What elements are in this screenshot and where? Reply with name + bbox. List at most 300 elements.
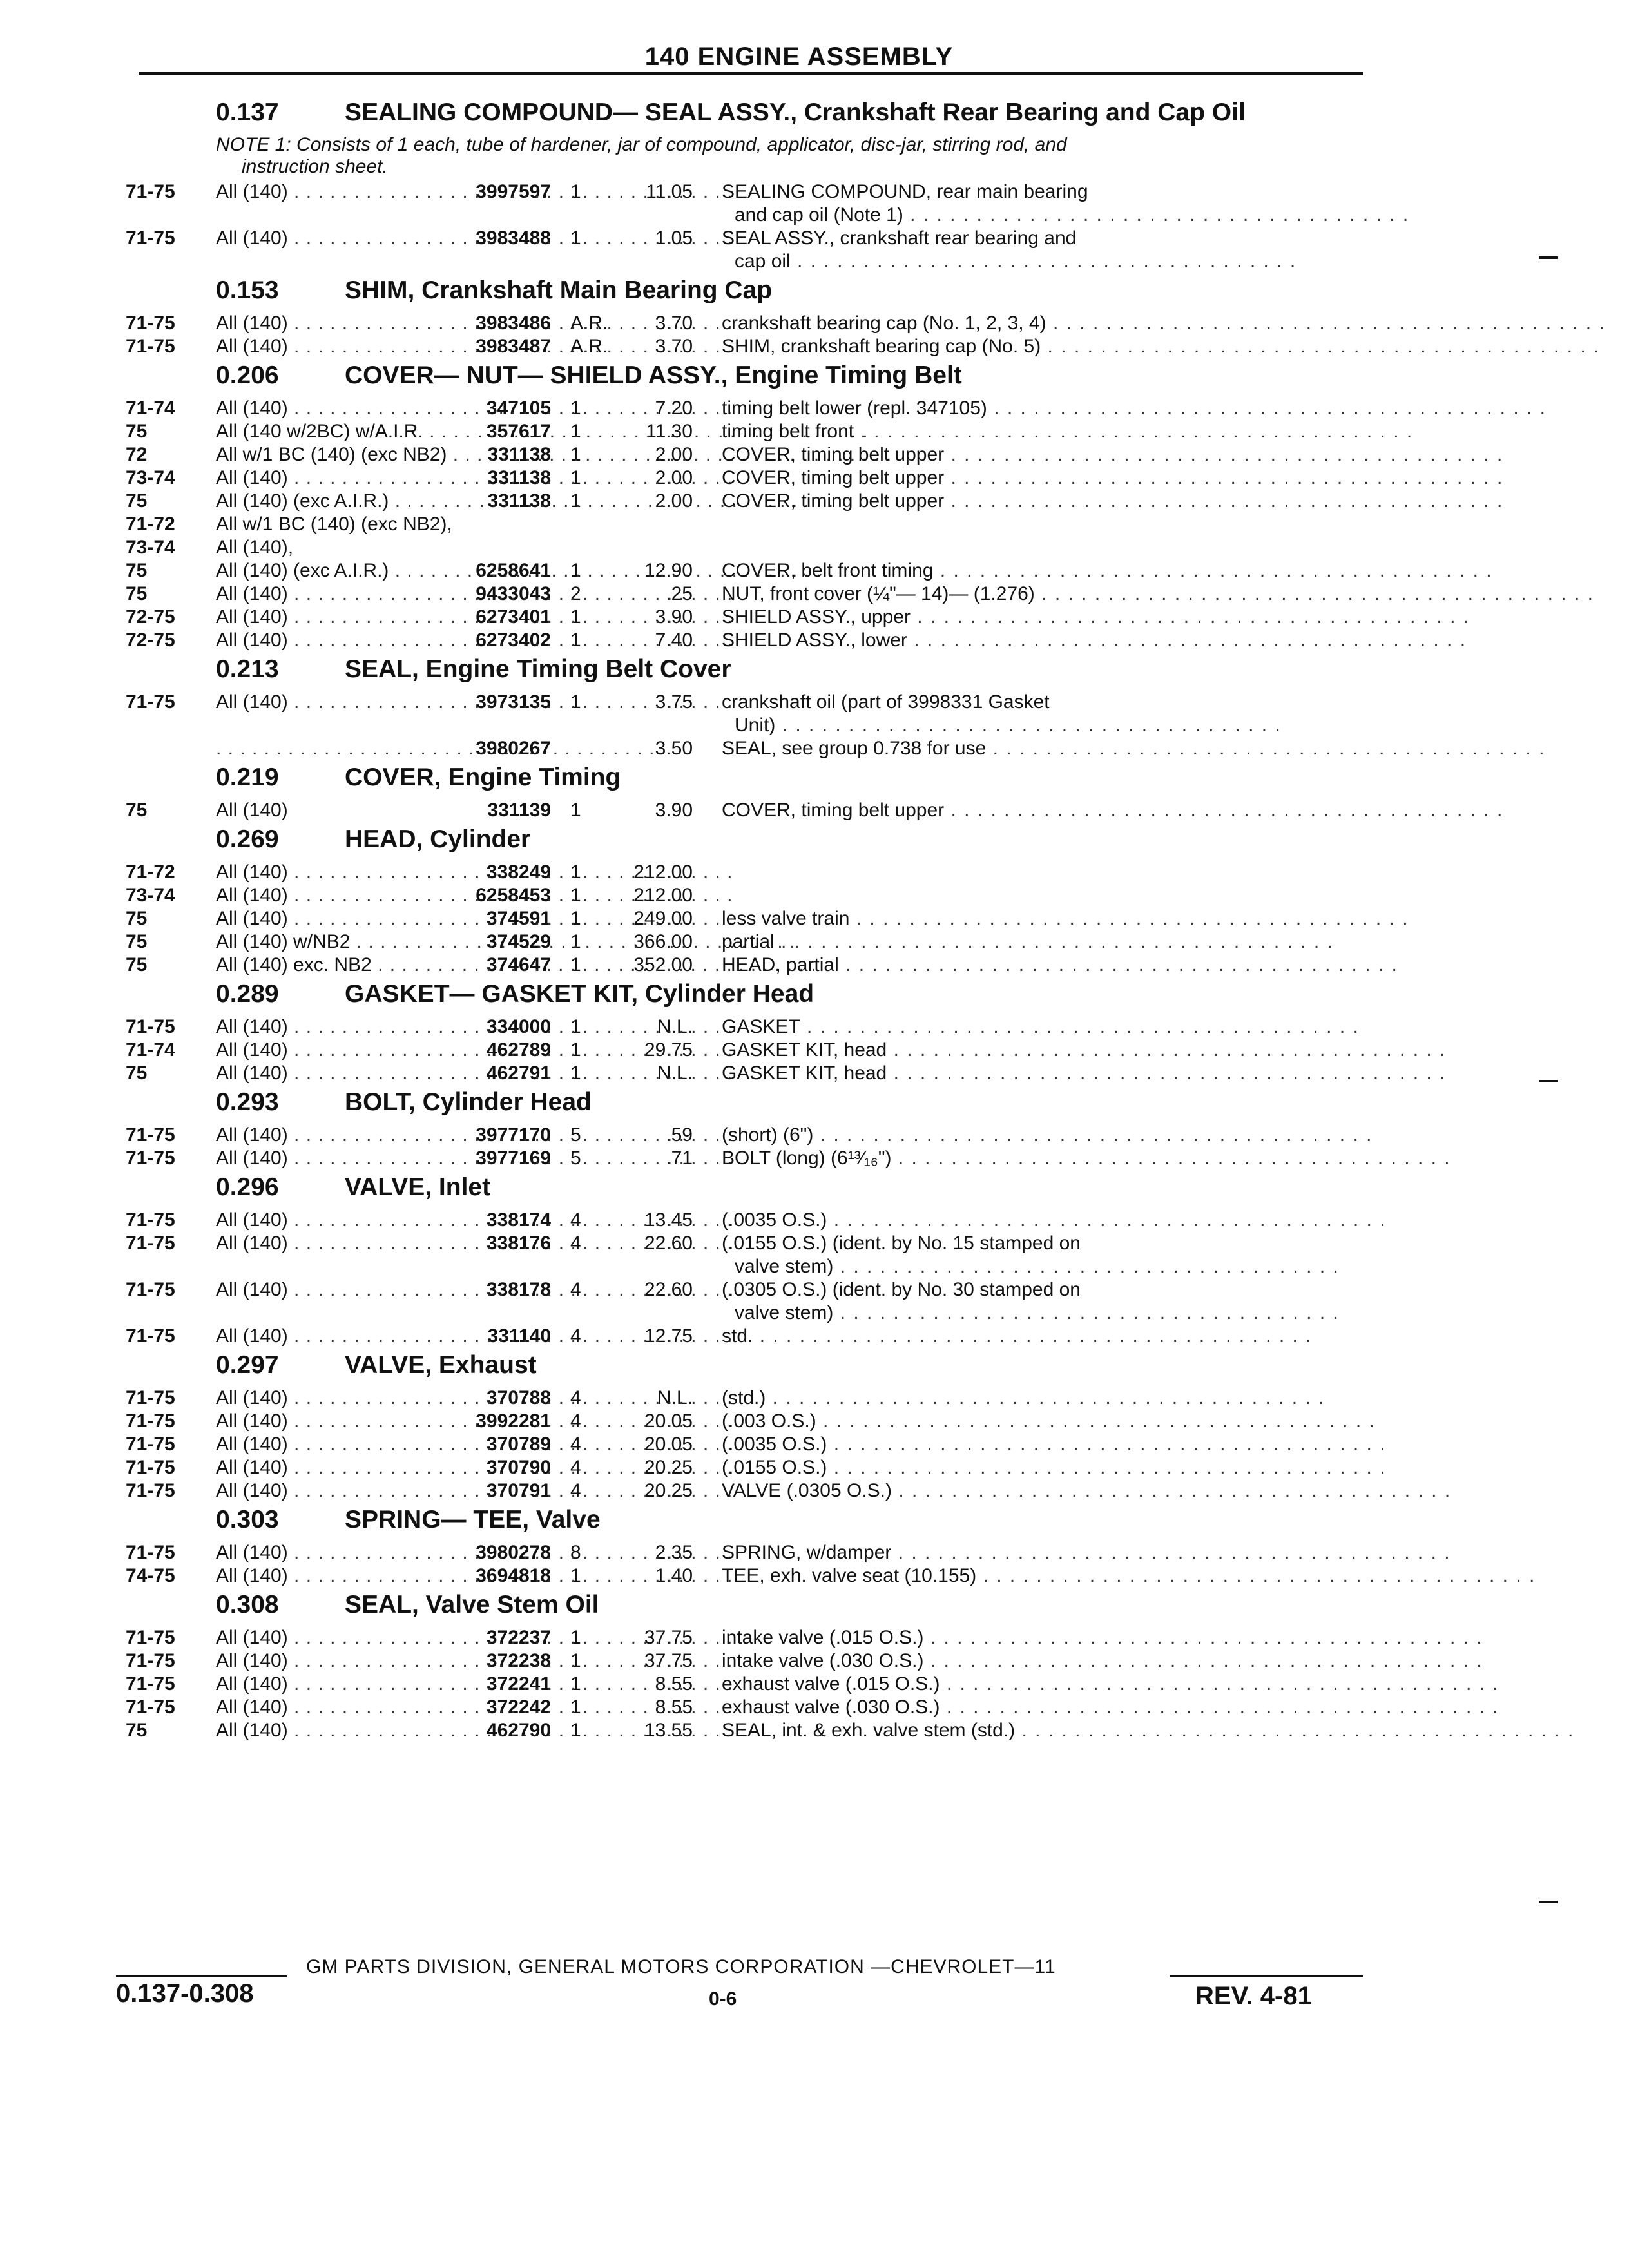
quantity: 1 [570,606,581,628]
part-number: 6273401 [476,606,551,628]
note-line: instruction sheet. [242,156,388,177]
model-years: 75 [126,954,148,975]
section-number: 0.296 [216,1173,279,1201]
application: All (140) . . . [216,1039,429,1062]
table-row [126,954,1398,977]
model-years: 71-75 [126,1673,175,1695]
application: All (140) . . . [216,1015,429,1039]
leader-dots: . . . . . . . . . . . . . . . . . . . . . . . . . . . . . . . . . . . . . . . . . . [944,490,1504,512]
part-number: 9433043 [476,583,551,604]
part-number: 462791 [486,1062,551,1084]
quantity: 1 [570,444,581,465]
description [693,629,1467,652]
quantity: 4 [570,1410,581,1432]
footer-group-range: 0.137-0.308 [116,1979,254,2008]
description-text: timing belt front [722,421,854,442]
table-row [126,1015,1363,1039]
model-years: 71-75 [126,181,175,202]
model-years: 71-75 [126,1410,175,1432]
section-title: VALVE, Inlet [345,1173,491,1201]
model-years: 75 [126,908,148,929]
description [693,799,1503,822]
model-years: 75 [126,583,148,604]
leader-dots: . . . . . . . . . . . . . . . . . . . . . . . . . . . . . . . . . . . . . . . . . . [887,1062,1447,1084]
description [693,1278,1363,1325]
leader-dots: . . . . . . . . . . . . . . . . . . . . . . . . . . . . . . . . . . . . . . . . . . [940,1673,1499,1695]
part-number: 338249 [486,861,551,883]
description-continuation [722,714,1363,737]
application: All (140) . . . [216,466,429,490]
price: 212.00 [633,885,693,906]
quantity: 1 [570,954,581,975]
model-years: 75 [126,1720,148,1741]
model-years: 71-75 [126,1434,175,1455]
price: 2.00 [655,467,693,488]
description-text: (short) (6") [722,1124,814,1146]
description-text: (.0155 O.S.) [722,1457,827,1478]
price: 3.50 [655,738,693,759]
section-number: 0.206 [216,361,279,389]
description-text: (.0035 O.S.) [722,1209,827,1231]
section-title: SEALING COMPOUND— SEAL ASSY., Crankshaft Rear Bearing and Cap Oil [345,99,1246,126]
leader-dots: . . . . . . . . . . . . . . . . . . . . . . . . . . . . . . . . . . . . . . . . . . [910,606,1470,628]
table-row [126,582,1594,606]
price: 212.00 [633,861,693,883]
table-row [126,1626,1483,1649]
model-years: 71-75 [126,1233,175,1254]
price: .25 [666,583,693,604]
section-heading [126,1085,1363,1124]
price: 8.55 [655,1696,693,1718]
description-text: SHIELD ASSY., lower [722,629,907,651]
model-years: 75 [126,931,148,952]
leader-dots: . . . . . . . . . . . . . . . . . . . . . . . . . . . . . . . . . . . . . . . . . . [816,1410,1376,1432]
table-row [126,1147,1451,1170]
leader-dots: . . . . . . . . . . . . . . . . . . . . . . . . . . . . . . . . . . . . . . . . . . [891,1542,1451,1563]
leader-dots: . . . . . . . . . . . . . . . . . . . . . . . . . . . . . . . . . . . . . . . . . . [923,1650,1483,1671]
description [693,907,1409,930]
catalog-section [126,1348,1452,1503]
table-row [126,1541,1451,1564]
section-title: SEAL, Valve Stem Oil [345,1591,599,1619]
application: All (140) . . . [216,1325,429,1348]
application: All (140) w/NB2 . . . [216,930,429,954]
description [693,1719,1574,1742]
catalog-section [126,1170,1387,1348]
application: All (140) . . . [216,312,429,335]
section-title: SEAL, Engine Timing Belt Cover [345,655,731,683]
table-row [126,227,1363,273]
section-number: 0.153 [216,276,279,304]
price: 8.55 [655,1673,693,1695]
description-text: Unit) [735,715,776,736]
price: 22.60 [644,1233,693,1254]
application: All (140) exc. NB2 . . . [216,954,429,977]
table-row [126,335,1601,358]
application: All (140) (exc A.I.R.) . . . [216,490,429,513]
description [693,443,1503,466]
price: 3.90 [655,800,693,821]
description [693,1456,1387,1479]
part-number: 462790 [486,1720,551,1741]
price: 7.40 [655,629,693,651]
price: 3.70 [655,336,693,357]
section-heading [126,1348,1363,1387]
catalog-section [126,273,1606,358]
application: All (140) . . . [216,1649,429,1673]
quantity: A.R. [570,336,608,357]
quantity: 2 [570,583,581,604]
description-text: SHIELD ASSY., upper [722,606,911,628]
part-number: 331138 [487,467,551,488]
leader-dots: . . . . . . . . . . . . . . . . . . . . . . . . . . . . . . . . . . . . . . . . . . [1046,312,1606,334]
section-title: BOLT, Cylinder Head [345,1088,592,1116]
description-text: intake valve (.015 O.S.) [722,1627,924,1648]
price: 249.00 [633,908,693,929]
footer-revision: REV. 4-81 [1195,1982,1312,2010]
application: All (140) . . . [216,861,429,884]
application: All (140), [216,537,294,558]
description [693,606,1470,629]
price: N.L. [657,1016,693,1037]
part-number: 3977170 [476,1124,551,1146]
table-row [126,312,1606,335]
table-row [126,884,1363,907]
table-row [126,691,1363,737]
description-text: and cap oil (Note 1) [735,204,903,226]
quantity: 5 [570,1148,581,1169]
leader-dots: . . . . . . . . . . . . . . . . . . . . . . . . . . . . . . . . . . . . . . [775,715,1282,736]
description-text: std. [722,1325,753,1347]
leader-dots: . . . . . . . . . . . . . . . . . . . . . . . . . . . . . . . . . . . . . . . . . . [944,444,1504,465]
section-title: COVER— NUT— SHIELD ASSY., Engine Timing Belt [345,361,962,389]
application: All w/1 BC (140) (exc NB2) . . . [216,443,429,466]
leader-dots: . . . . . . . . . . . . . . . . . . . . . . . . . . . . . . . . . . . . . . . . . . [849,908,1409,929]
part-number: 3983486 [476,312,551,334]
catalog-section [126,1503,1536,1588]
table-row [126,1696,1499,1719]
footer-rule [116,1975,287,1977]
application [216,737,429,760]
section-number: 0.297 [216,1351,279,1379]
description [693,397,1547,420]
price: 1.40 [655,1565,693,1586]
quantity: 1 [570,1565,581,1586]
description-text: (std.) [722,1387,766,1408]
application: All (140) . . . [216,1696,429,1719]
table-row [126,1719,1575,1742]
part-number: 370790 [486,1457,551,1478]
part-number: 3973135 [476,691,551,713]
model-years: 71-75 [126,1209,175,1231]
price: N.L. [657,1387,693,1408]
section-title: SPRING— TEE, Valve [345,1506,601,1533]
price: 20.05 [644,1434,693,1455]
application: All (140) (exc A.I.R.) . . . [216,559,429,582]
description [693,420,1413,443]
part-number: 3980278 [476,1542,551,1563]
model-years: 71-75 [126,1387,175,1408]
leader-dots: . . . . . . . . . . . . . . . . . . . . . . . . . . . . . . . . . . . . . . . . . . [753,1325,1313,1347]
table-row [126,861,1363,884]
application: All (140) . . . [216,1456,429,1479]
quantity: 1 [570,908,581,929]
price: 22.60 [644,1279,693,1300]
leader-dots: . . . . . . . . . . . . . . . . . . . . . . . . . . . . . . . . . . . . . . . . . . [892,1480,1452,1501]
part-number: 338178 [486,1279,551,1300]
section-heading [126,760,1363,799]
application: All (140) . . . [216,1719,429,1742]
table-row [126,466,1504,490]
description-text: valve stem) [735,1302,834,1323]
price: 3.90 [655,606,693,628]
model-years: 71-75 [126,227,175,249]
leader-dots: . . . . . . . . . . . . . . . . . . . . . . . . . . . . . . . . . . . . . . . . . . [813,1124,1373,1146]
model-years: 75 [126,490,148,512]
catalog-section [126,95,1410,273]
quantity: 1 [570,861,581,883]
quantity: 1 [570,1039,581,1061]
application: All (140) . . . [216,691,429,714]
price: 13.45 [644,1209,693,1231]
leader-dots: . . . . . . . . . . . . . . . . . . . . . . . . . . . . . . . . . . . . . . [833,1302,1340,1323]
description [693,1387,1363,1410]
description-continuation [722,1302,1363,1325]
application: All (140) . . . [216,1541,429,1564]
quantity: 8 [570,1542,581,1563]
model-years: 71-74 [126,1039,175,1061]
part-number: 338174 [486,1209,551,1231]
description [693,335,1600,358]
leader-dots: . . . . . . . . . . . . . . . . . . . . . . . . . . . . . . . . . . . . . . . . . . [987,398,1547,419]
leader-dots: . . . . . . . . . . . . . . . . . . . . . . . . . . . . . . . . . . . . . . . . . . [838,954,1398,975]
description-text: exhaust valve (.015 O.S.) [722,1673,940,1695]
model-years: 71-74 [126,398,175,419]
description [693,1039,1446,1062]
part-number: 3997597 [476,181,551,202]
quantity: 1 [570,1627,581,1648]
description [693,1479,1451,1503]
part-number: 462789 [486,1039,551,1061]
model-years: 71-75 [126,1627,175,1648]
table-row [126,799,1504,822]
application: All (140) . . . [216,1062,429,1085]
application: All (140) . . . [216,1232,429,1255]
leader-dots: . . . . . . . . . . . . . . . . . . . . . . . . . . . . . . . . . . . . . . . . . . [827,1209,1387,1231]
application: All (140) . . . [216,1278,429,1302]
model-years: 75 [126,800,148,821]
part-number: 3980267 [476,738,551,759]
model-years: 71-75 [126,1279,175,1300]
table-row [126,180,1410,227]
catalog-section [126,760,1504,822]
table-row [126,1456,1387,1479]
catalog-section [126,358,1594,652]
description [693,490,1503,513]
quantity: 4 [570,1457,581,1478]
model-years: 71-72 [126,861,175,883]
description-text: SEAL, see group 0.738 for use [722,738,987,759]
description-continuation [722,204,1409,227]
section-heading [126,95,1363,134]
description-text: SEALING COMPOUND, rear main bearing [722,181,1088,202]
description-text: VALVE (.0305 O.S.) [722,1480,892,1501]
description-text: less valve train [722,908,850,929]
table-row [126,443,1504,466]
price: 20.25 [644,1480,693,1501]
model-years: 72 [126,444,148,465]
description [693,1696,1499,1719]
description-continuation [722,1255,1363,1278]
price: 13.55 [644,1720,693,1741]
description [693,1124,1373,1147]
part-number: 372238 [486,1650,551,1671]
parts-list [126,95,1606,1742]
application: All (140) [216,800,288,821]
section-heading [126,977,1363,1015]
table-row [126,1479,1452,1503]
part-number: 372242 [486,1696,551,1718]
model-years: 73-74 [126,885,175,906]
application: All (140) . . . [216,1564,429,1588]
leader-dots: . . . . . . . . . . . . . . . . . . . . . . . . . . . . . . . . . . . . . . . . . . [1015,1720,1575,1741]
section-number: 0.308 [216,1591,279,1619]
application: All (140) . . . [216,629,429,652]
catalog-section [126,652,1546,760]
table-row [126,1673,1499,1696]
application: All (140) . . . [216,582,429,606]
leader-dots: . . . . . . . . . . . . . . . . . . . . . . . . . . . . . . . . . . . . . . . . . . [1034,583,1594,604]
application: All (140) . . . [216,1673,429,1696]
section-heading [126,822,1363,861]
leader-dots: . . . . . . . . . . . . . . . . . . . . . . . . . . . . . . . . . . . . . . . . . . [944,800,1504,821]
application: All (140) . . . [216,1209,429,1232]
section-number: 0.219 [216,764,279,791]
description-text: COVER, belt front timing [722,560,934,581]
model-years: 71-75 [126,1696,175,1718]
part-number: 374529 [486,931,551,952]
model-years: 73-74 [126,537,175,558]
description [693,737,1545,760]
application: All (140) . . . [216,180,429,204]
description-text: BOLT (long) (6¹³⁄₁₆") [722,1148,892,1169]
model-years: 71-75 [126,1480,175,1501]
description-text: SPRING, w/damper [722,1542,892,1563]
part-number: 372241 [486,1673,551,1695]
description [693,1541,1451,1564]
description-text: (.0305 O.S.) (ident. by No. 30 stamped on [722,1279,1081,1300]
part-number: 331140 [487,1325,551,1347]
quantity: 1 [570,1062,581,1084]
description [693,227,1363,273]
model-years: 71-75 [126,336,175,357]
description [693,312,1606,335]
description-text: COVER, timing belt upper [722,490,945,512]
model-years: 73-74 [126,467,175,488]
price: 366.00 [633,931,693,952]
description [693,954,1398,977]
model-years: 75 [126,421,148,442]
table-row [126,1039,1447,1062]
table-row [126,536,1363,559]
quantity: 4 [570,1387,581,1408]
description-text: intake valve (.030 O.S.) [722,1650,924,1671]
leader-dots: . . . . . . . . . . . . . . . . . . . . . . . . . . . . . . . . . . . . . . . . . . [986,738,1546,759]
part-number: 6258453 [476,885,551,906]
section-title: VALVE, Exhaust [345,1351,537,1379]
footer-page-number: 0-6 [709,1988,737,2010]
section-title: SHIM, Crankshaft Main Bearing Cap [345,276,773,304]
table-row [126,1649,1483,1673]
part-number: 3983487 [476,336,551,357]
table-row [126,1062,1447,1085]
table-row [126,1410,1376,1433]
section-heading [126,1503,1363,1541]
part-number: 3983488 [476,227,551,249]
application: All (140) . . . [216,907,429,930]
price: 11.30 [646,421,693,442]
quantity: 4 [570,1434,581,1455]
model-years: 71-75 [126,1650,175,1671]
description-text: GASKET [722,1016,800,1037]
price: 2.35 [655,1542,693,1563]
application: All (140 w/2BC) w/A.I.R. . . . [216,420,429,443]
section-number: 0.289 [216,980,279,1008]
price: 20.05 [644,1410,693,1432]
table-row [126,1433,1387,1456]
description [693,1232,1363,1278]
application: All w/1 BC (140) (exc NB2), [216,514,452,535]
part-number: 331138 [487,490,551,512]
table-row [126,1325,1363,1348]
part-number: 374647 [486,954,551,975]
description [693,1626,1483,1649]
table-row [126,397,1547,420]
part-number: 331138 [487,444,551,465]
model-years: 71-75 [126,1016,175,1037]
application: All (140) . . . [216,1433,429,1456]
part-number: 370791 [486,1480,551,1501]
model-years: 71-75 [126,1124,175,1146]
table-row [126,513,1363,536]
part-number: 3992281 [476,1410,551,1432]
section-heading [126,358,1363,397]
model-years: 71-75 [126,1542,175,1563]
catalog-section [126,1085,1451,1170]
description-text: crankshaft bearing cap (No. 1, 2, 3, 4) [722,312,1046,334]
section-number: 0.303 [216,1506,279,1533]
section-title: COVER, Engine Timing [345,764,621,791]
table-row [126,1278,1363,1325]
price: 29.75 [644,1039,693,1061]
model-years: 74-75 [126,1565,175,1586]
catalog-section [126,977,1447,1085]
part-number: 6258641 [476,560,551,581]
page-title: 140 ENGINE ASSEMBLY [644,43,954,71]
section-heading [126,652,1363,691]
table-row [126,1387,1363,1410]
part-number: 334000 [486,1016,551,1037]
part-number: 370789 [486,1434,551,1455]
table-row [126,1124,1373,1147]
model-years: 72-75 [126,606,175,628]
description-text: SHIM, crankshaft bearing cap (No. 5) [722,336,1041,357]
leader-dots: . . . . . . . . . . . . . . . . . . . . . . . . . . . . . . . . . . . . . . [903,204,1410,226]
quantity: 1 [570,398,581,419]
section-number: 0.213 [216,655,279,683]
description [693,1062,1446,1085]
description [693,1410,1376,1433]
